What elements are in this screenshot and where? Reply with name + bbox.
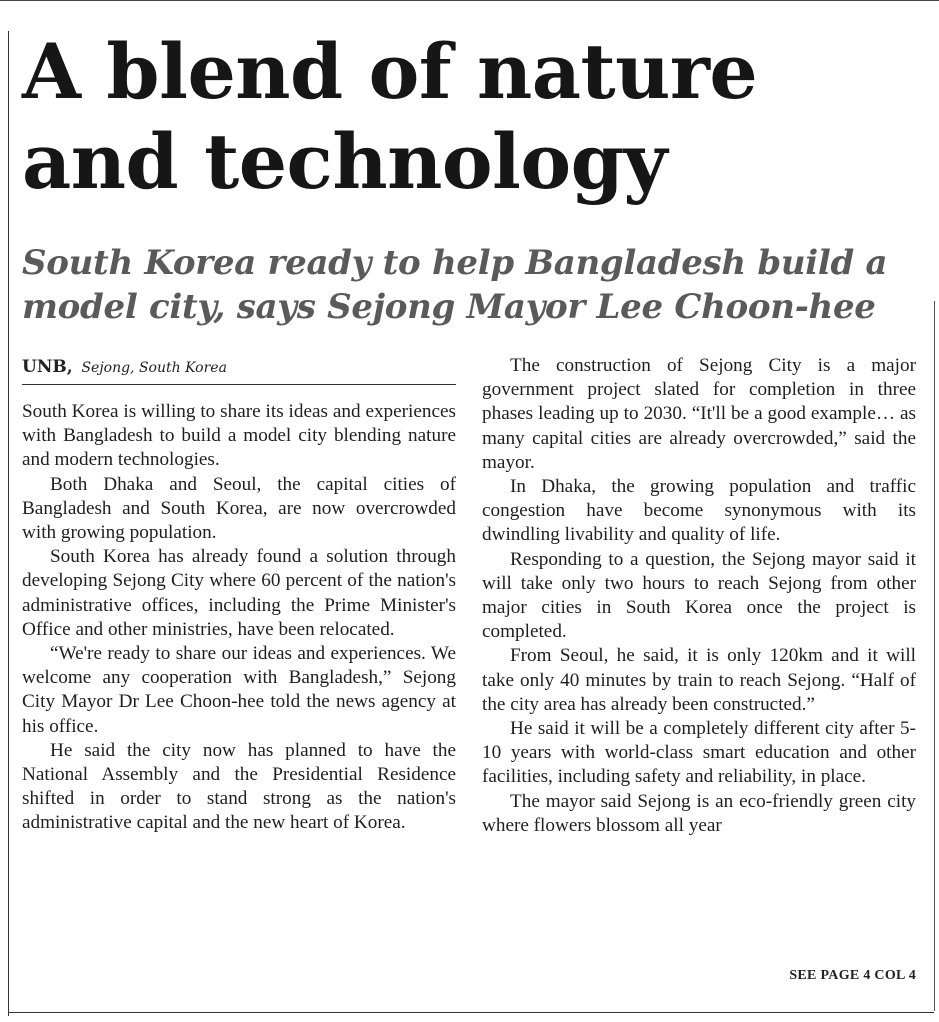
paragraph: South Korea has already found a solution through developing Sejong City where 60 percent of the nation's administrative offices, including the Prime Minister's Office and other ministries, have been relocated.	[22, 546, 456, 640]
headline: A blend of nature and technology	[22, 27, 758, 206]
subheadline: South Korea ready to help Bangladesh build a model city, says Sejong Mayor Lee Choon-hee	[22, 243, 888, 327]
paragraph: The mayor said Sejong is an eco-friendly green city where flowers blossom all year	[482, 790, 916, 836]
paragraph: He said it will be a completely different city after 5-10 years with world-class smart education and other facilities, including safety and reliability, in place.	[482, 718, 916, 788]
byline	[22, 357, 462, 377]
paragraph: From Seoul, he said, it is only 120km and it will take only 40 minutes by train to reach Sejong. “Half of the city area has already been constructed.”	[482, 645, 916, 715]
byline-place: Sejong, South Korea	[81, 360, 227, 376]
paragraph: He said the city now has planned to have the National Assembly and the Presidential Residence shifted in order to stand strong as the nation's administrative capital and the new heart of Korea.	[22, 739, 456, 834]
paragraph: “We're ready to share our ideas and experiences. We welcome any cooperation with Bangladesh,” Sejong City Mayor Dr Lee Choon-hee told the news agency at his office.	[22, 643, 456, 737]
continuation-note: SEE PAGE 4 COL 4	[789, 968, 916, 983]
byline-rule	[22, 384, 456, 385]
paragraph: Responding to a question, the Sejong mayor said it will take only two hours to reach Sejong from other major cities in South Korea once the project is completed.	[482, 548, 916, 643]
paragraph: In Dhaka, the growing population and traffic congestion have become synonymous with its dwindling livability and quality of life.	[482, 476, 916, 546]
bottom-rule	[8, 1012, 934, 1013]
left-text-column	[22, 400, 456, 836]
paragraph: The construction of Sejong City is a major government project slated for completion in three phases leading up to 2030. “It'll be a good example… as many capital cities are already overcrowded,” said the mayor.	[482, 355, 916, 473]
left-column-rule	[8, 31, 9, 1016]
paragraph: South Korea is willing to share its ideas and experiences with Bangladesh to build a model city blending nature and modern technologies.	[22, 401, 456, 471]
paragraph: Both Dhaka and Seoul, the capital cities of Bangladesh and South Korea, are now overcrowded with growing population.	[22, 473, 456, 544]
right-column-rule	[934, 301, 935, 1011]
right-text-column	[482, 354, 916, 838]
byline-agency: UNB,	[22, 357, 73, 377]
